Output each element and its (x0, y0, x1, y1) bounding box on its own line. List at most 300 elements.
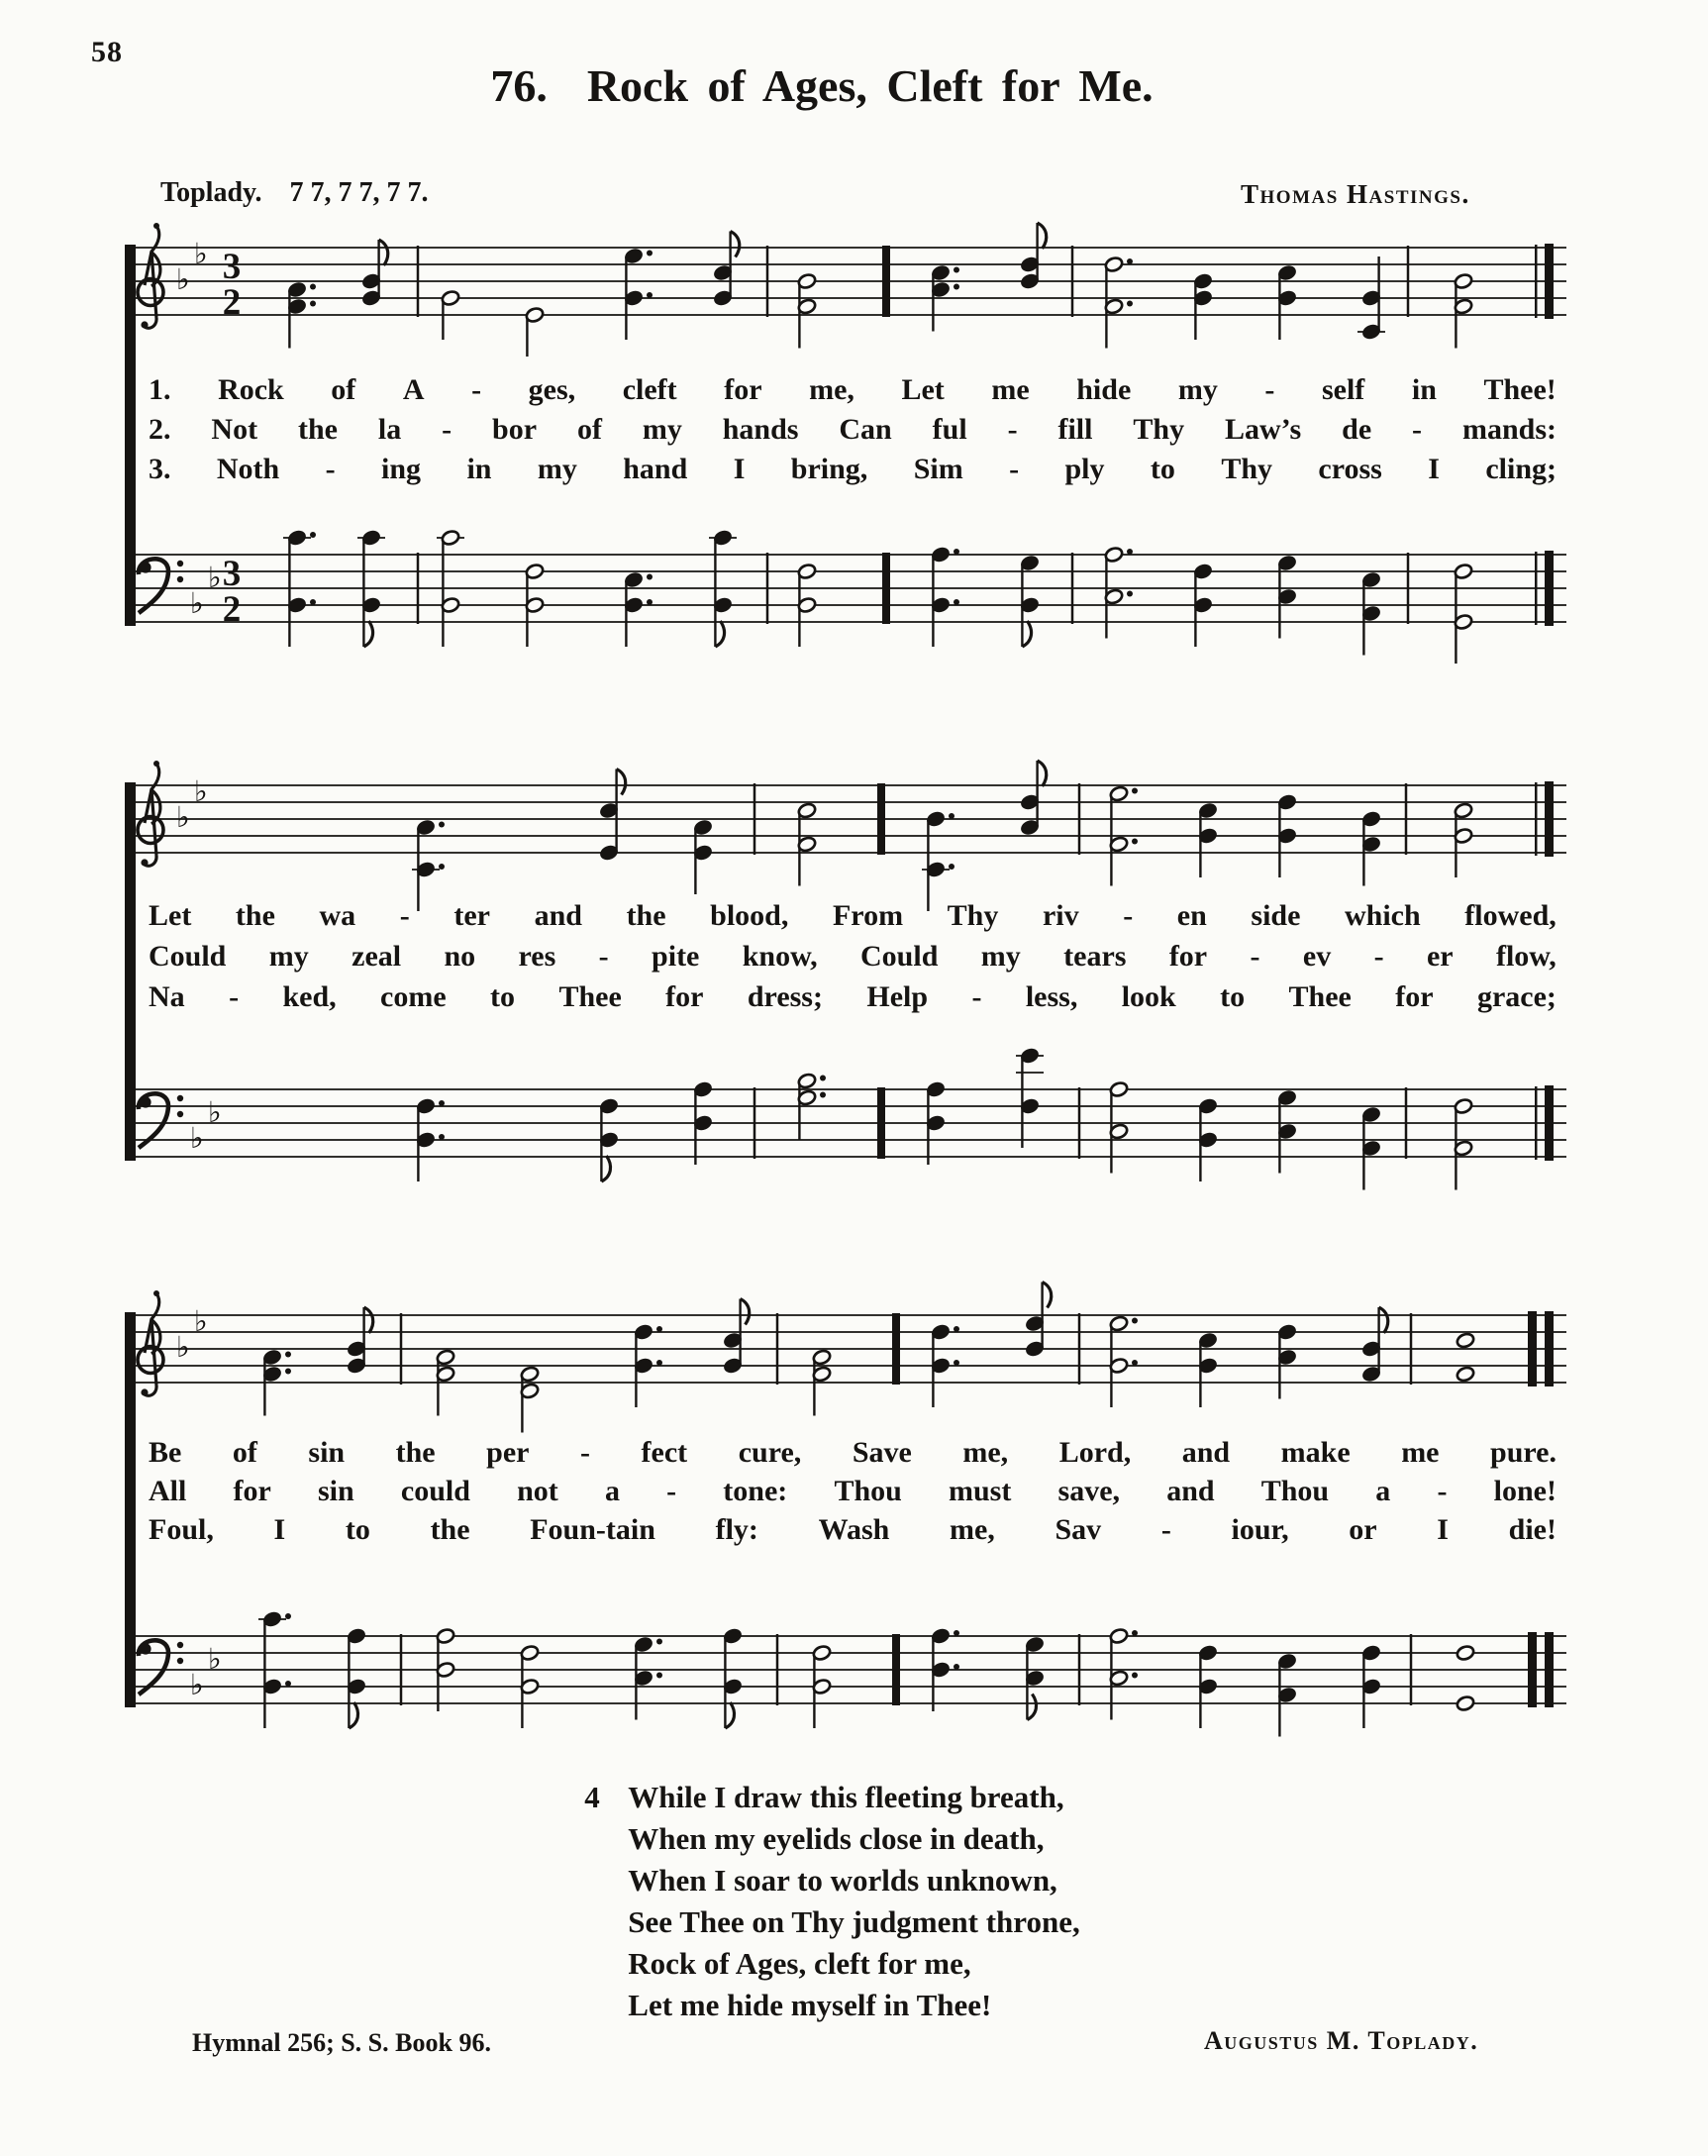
notehead (1277, 1349, 1297, 1366)
notehead (287, 596, 307, 613)
lyric-word: Let (149, 899, 192, 932)
lyric-word: I (733, 453, 746, 485)
notehead (1198, 827, 1218, 844)
lyric-word: I (273, 1513, 286, 1546)
notehead (1361, 1340, 1381, 1357)
note-chord (599, 770, 626, 862)
lyric-word: in (466, 453, 492, 485)
meter-attribution (160, 177, 428, 209)
half-notehead (1104, 256, 1124, 272)
note-chord (1361, 1644, 1381, 1728)
notehead (624, 289, 644, 306)
note-chord (926, 1080, 946, 1165)
barline (1410, 1634, 1413, 1705)
lyric-word: of (232, 1436, 257, 1469)
lyric-word: Sim (913, 453, 963, 485)
barline (1071, 246, 1074, 317)
half-notehead (797, 802, 817, 819)
note-chord (1456, 1332, 1475, 1383)
barline (1407, 553, 1410, 624)
augmentation-dot (656, 1639, 662, 1645)
lyric-word: fill (1057, 413, 1093, 446)
notehead (1277, 1653, 1297, 1670)
lyric-word: me (991, 373, 1030, 406)
half-notehead (436, 1349, 455, 1366)
lyric-line (149, 1436, 1557, 1475)
half-notehead (1454, 1140, 1473, 1157)
note-chord (931, 1323, 959, 1407)
final-thin-barline (1535, 782, 1538, 856)
note-chord (1104, 546, 1133, 638)
lyric-word: bor (492, 413, 538, 446)
notehead (1198, 802, 1218, 819)
barline (754, 783, 756, 855)
notehead (416, 1131, 436, 1148)
notehead (1361, 810, 1381, 827)
lyric-word: Thee! (1483, 373, 1557, 406)
notehead (634, 1357, 653, 1374)
note-chord (1361, 1307, 1388, 1383)
half-notehead (1109, 1627, 1129, 1644)
note-chord (441, 289, 460, 340)
lyric-word: flowed, (1464, 899, 1557, 932)
augmentation-dot (310, 599, 316, 605)
half-notehead (797, 272, 817, 289)
barline (754, 1087, 756, 1159)
notehead (599, 802, 619, 819)
notehead (723, 1627, 743, 1644)
lyric-word: Thou (1260, 1475, 1330, 1507)
notehead (624, 248, 644, 264)
lyric-word: ter (453, 899, 490, 932)
lyric-word: sin (308, 1436, 346, 1469)
lyric-word: ing (381, 453, 422, 485)
half-notehead (812, 1349, 832, 1366)
half-notehead (1109, 1123, 1129, 1140)
augmentation-dot (820, 1076, 826, 1081)
lyric-word: Could (860, 940, 939, 973)
notehead (1361, 1140, 1381, 1157)
heavy-barline (877, 1087, 885, 1159)
lyric-word: no (444, 940, 476, 973)
lyric-word: in (1411, 373, 1437, 406)
flat-sign-icon: ♭ (190, 586, 204, 620)
flat-sign-icon: ♭ (194, 774, 208, 808)
half-notehead (520, 1678, 540, 1694)
time-signature-top: 3 (222, 247, 242, 287)
notehead (723, 1332, 743, 1349)
eighth-flag-icon (715, 621, 724, 647)
augmentation-dot (285, 1352, 291, 1358)
note-chord (1109, 1080, 1129, 1173)
note-chord (1193, 272, 1213, 340)
notehead (1198, 1097, 1218, 1114)
notehead (1020, 1097, 1040, 1114)
final-thin-barline (1535, 1086, 1538, 1160)
flat-sign-icon: ♭ (208, 1642, 222, 1676)
eighth-flag-icon (617, 770, 626, 795)
lyric-word: pure. (1490, 1436, 1557, 1469)
notehead (1361, 323, 1381, 340)
barline (766, 553, 769, 624)
notehead (926, 810, 946, 827)
notehead (693, 819, 713, 836)
notehead (262, 1610, 282, 1627)
augmentation-dot (954, 1664, 959, 1670)
composer-attribution: Thomas Hastings. (1241, 179, 1470, 209)
augmentation-dot (954, 284, 959, 290)
half-notehead (1456, 1644, 1475, 1661)
lyric-word: - (1123, 899, 1134, 932)
notehead (1198, 1678, 1218, 1694)
half-notehead (1109, 1670, 1129, 1687)
notehead (416, 819, 436, 836)
lyric-word: less, (1025, 980, 1078, 1013)
note-chord (713, 232, 740, 307)
flat-sign-icon: ♭ (208, 1095, 222, 1129)
notehead (1198, 1357, 1218, 1374)
lyric-word: cling; (1485, 453, 1557, 485)
eighth-flag-icon (1022, 621, 1031, 647)
time-signature-top: 3 (222, 554, 242, 594)
lyric-word: er (1426, 940, 1454, 973)
notehead (1277, 1687, 1297, 1703)
half-notehead (1109, 1357, 1129, 1374)
augmentation-dot (1132, 1360, 1138, 1366)
half-notehead (441, 289, 460, 306)
augmentation-dot (439, 1100, 445, 1106)
note-chord (1277, 264, 1297, 340)
notehead (1020, 819, 1040, 836)
lyric-word: me, (962, 1436, 1009, 1469)
eighth-flag-icon (363, 621, 372, 647)
note-chord (1109, 785, 1138, 886)
note-chord (624, 248, 653, 340)
augmentation-dot (1127, 591, 1133, 597)
treble-clef-icon (138, 223, 163, 329)
eighth-flag-icon (379, 240, 388, 265)
barline (766, 246, 769, 317)
note-chord (931, 1627, 959, 1711)
half-notehead (441, 596, 460, 613)
notehead (1020, 793, 1040, 810)
lyric-word: blood, (710, 899, 789, 932)
notehead (723, 1678, 743, 1694)
eighth-flag-icon (1379, 1307, 1388, 1333)
lyric-word: Let (901, 373, 945, 406)
note-chord (347, 1307, 373, 1375)
lyric-word: 2. (149, 413, 171, 446)
lyric-word: which (1345, 899, 1421, 932)
half-notehead (797, 298, 817, 315)
notehead (1020, 272, 1040, 289)
lyric-word: bring, (790, 453, 868, 485)
notehead (693, 844, 713, 861)
note-chord (1198, 1644, 1218, 1728)
augmentation-dot (656, 1326, 662, 1332)
half-notehead (1109, 1315, 1129, 1332)
notehead (361, 596, 381, 613)
hymn-title-text: Rock of Ages, Cleft for Me. (586, 60, 1154, 111)
half-notehead (797, 1089, 817, 1106)
lyric-word: Thy (947, 899, 999, 932)
augmentation-dot (1132, 1318, 1138, 1324)
notehead (262, 1349, 282, 1366)
system1-bass-staff (0, 495, 1708, 698)
half-notehead (1104, 298, 1124, 315)
notehead (624, 571, 644, 588)
time-signature-bottom: 2 (222, 589, 242, 630)
notehead (723, 1357, 743, 1374)
lyric-word: A (402, 373, 425, 406)
lyric-word: to (1220, 980, 1246, 1013)
lyric-word: hands (722, 413, 799, 446)
lyric-word: a (604, 1475, 620, 1507)
lyric-word: iour, (1231, 1513, 1289, 1546)
half-notehead (1456, 1694, 1475, 1711)
lyric-word: tone: (723, 1475, 788, 1507)
note-chord (287, 281, 316, 349)
notehead (1361, 605, 1381, 622)
lyric-word: - (1160, 1513, 1171, 1546)
lyric-word: cross (1318, 453, 1382, 485)
note-chord (436, 1349, 455, 1416)
bass-clef-icon (139, 1093, 183, 1148)
augmentation-dot (647, 251, 653, 257)
lyric-word: the (430, 1513, 470, 1546)
barline (1078, 783, 1081, 855)
notehead (634, 1670, 653, 1687)
notehead (1193, 596, 1213, 613)
lyric-word: Be (149, 1436, 182, 1469)
notehead (1198, 1644, 1218, 1661)
augmentation-dot (954, 549, 959, 555)
eighth-flag-icon (1027, 1694, 1036, 1720)
lyric-word: die! (1508, 1513, 1557, 1546)
notehead (361, 289, 381, 306)
lyric-word: - (1412, 413, 1423, 446)
lyric-word: my (1177, 373, 1218, 406)
half-notehead (1454, 272, 1473, 289)
lyric-word: ful (932, 413, 967, 446)
notehead (1361, 571, 1381, 588)
flat-sign-icon: ♭ (176, 1330, 190, 1364)
final-thick-barline (1545, 551, 1554, 626)
augmentation-dot (285, 1369, 291, 1375)
notehead (1277, 827, 1297, 844)
half-notehead (797, 836, 817, 853)
notehead (693, 1114, 713, 1131)
lyric-word: Lord, (1058, 1436, 1132, 1469)
notehead (1361, 289, 1381, 306)
final-thick-barline (1545, 1311, 1554, 1386)
augmentation-dot (647, 574, 653, 580)
flat-sign-icon: ♭ (176, 800, 190, 834)
text-author: Toplady. (160, 177, 262, 208)
lyric-word: - (442, 413, 452, 446)
lyric-word: en (1176, 899, 1207, 932)
verse-4-block (0, 1777, 1708, 2026)
flat-sign-icon: ♭ (194, 1304, 208, 1338)
augmentation-dot (439, 1134, 445, 1140)
lyric-word: to (345, 1513, 370, 1546)
note-chord (723, 1299, 750, 1375)
system1-treble-staff (0, 188, 1708, 391)
lyric-word: pite (652, 940, 700, 973)
lyric-word: Not (211, 413, 258, 446)
system2-bass-staff (0, 1030, 1708, 1233)
notehead (1020, 256, 1040, 272)
lyric-word: Foun-tain (530, 1513, 655, 1546)
flat-sign-icon: ♭ (190, 1121, 204, 1155)
final-thick-barline (1545, 781, 1554, 857)
notehead (926, 861, 946, 877)
lyric-word: fly: (715, 1513, 758, 1546)
notehead (1361, 1678, 1381, 1694)
lyric-word: - (471, 373, 482, 406)
note-chord (416, 1097, 445, 1181)
note-chord (262, 1349, 291, 1416)
system-1-left-barline (125, 245, 136, 626)
notehead (347, 1340, 366, 1357)
lyric-word: for (1168, 940, 1208, 973)
note-chord (1456, 1644, 1475, 1711)
lyric-word: flow, (1495, 940, 1557, 973)
system3-treble-staff (0, 1256, 1708, 1459)
lyric-word: the (297, 413, 338, 446)
final-thick-barline (1545, 1632, 1554, 1707)
lyric-word: Thy (1221, 453, 1273, 485)
half-notehead (1454, 298, 1473, 315)
lyric-word: Thou (834, 1475, 902, 1507)
lyric-word: could (400, 1475, 470, 1507)
lyric-word: me (1401, 1436, 1440, 1469)
lyric-word: Thee (558, 980, 622, 1013)
final-thick-barline (1545, 244, 1554, 319)
lyric-word: All (149, 1475, 187, 1507)
system3-bass-staff (0, 1577, 1708, 1780)
augmentation-dot (647, 292, 653, 298)
barline (776, 1634, 779, 1705)
lyric-word: - (325, 453, 336, 485)
lyric-word: a (1375, 1475, 1391, 1507)
notehead (1025, 1340, 1045, 1357)
notehead (713, 264, 733, 281)
notehead (1020, 1047, 1040, 1064)
lyric-word: for (724, 373, 762, 406)
bass-clef-icon (139, 1640, 183, 1694)
lyric-word: mands: (1461, 413, 1557, 446)
page-number: 58 (91, 36, 123, 68)
half-notehead (525, 306, 545, 323)
half-notehead (1104, 546, 1124, 563)
note-chord (1277, 555, 1297, 639)
lyric-word: Na (149, 980, 185, 1013)
lyric-word: lone! (1493, 1475, 1557, 1507)
lyric-word: - (580, 1436, 591, 1469)
notehead (926, 1114, 946, 1131)
barline (1405, 783, 1408, 855)
lyric-line (149, 373, 1557, 413)
lyric-word: dress; (747, 980, 823, 1013)
lyric-line (149, 980, 1557, 1021)
augmentation-dot (656, 1673, 662, 1679)
lyric-word: look (1121, 980, 1176, 1013)
notehead (599, 1097, 619, 1114)
eighth-flag-icon (1038, 761, 1047, 786)
lyric-line (149, 940, 1557, 980)
note-chord (1454, 1097, 1473, 1189)
note-chord (412, 819, 445, 911)
note-chord (634, 1636, 662, 1720)
notehead (1193, 563, 1213, 579)
half-notehead (1456, 1332, 1475, 1349)
lyric-word: - (1373, 940, 1384, 973)
lyric-line (149, 1475, 1557, 1513)
augmentation-dot (1132, 1630, 1138, 1636)
half-notehead (1454, 1097, 1473, 1114)
note-chord (1361, 571, 1381, 656)
note-chord (1025, 1283, 1052, 1358)
note-chord (931, 264, 959, 332)
augmentation-dot (954, 267, 959, 273)
notehead (693, 1080, 713, 1097)
lyric-word: and (1181, 1436, 1231, 1469)
lyricist-attribution: Augustus M. Toplady. (1204, 2026, 1479, 2055)
lyric-word: Can (839, 413, 892, 446)
notehead (1193, 272, 1213, 289)
barline (400, 1313, 403, 1385)
lyric-word: Rock (218, 373, 284, 406)
lyric-word: tears (1063, 940, 1127, 973)
lyric-word: 3. (149, 453, 171, 485)
note-chord (797, 563, 817, 647)
augmentation-dot (954, 1326, 959, 1332)
note-chord (1020, 555, 1040, 647)
notehead (1277, 588, 1297, 605)
note-chord (520, 1366, 540, 1433)
notehead (287, 281, 307, 298)
lyric-word: must (949, 1475, 1012, 1507)
eighth-flag-icon (731, 232, 740, 257)
hymn-number: 76. (490, 60, 548, 111)
half-notehead (436, 1627, 455, 1644)
note-chord (1198, 1332, 1218, 1407)
flat-sign-icon: ♭ (190, 1668, 204, 1701)
notehead (1277, 264, 1297, 281)
half-notehead (1454, 827, 1473, 844)
lyric-word: my (980, 940, 1021, 973)
lyric-word: ges, (528, 373, 576, 406)
augmentation-dot (954, 599, 959, 605)
lyric-word: hide (1076, 373, 1132, 406)
half-notehead (797, 1073, 817, 1089)
lyric-word: to (490, 980, 516, 1013)
notehead (262, 1366, 282, 1383)
verse-4-lines (584, 1777, 1080, 2026)
lyric-word: ked, (282, 980, 337, 1013)
lyric-word: know, (742, 940, 818, 973)
time-signature-bottom: 2 (222, 282, 242, 323)
notehead (1025, 1315, 1045, 1332)
lyric-word: Noth (216, 453, 280, 485)
half-notehead (520, 1366, 540, 1383)
notehead (287, 298, 307, 315)
lyric-word: - (666, 1475, 677, 1507)
note-chord (1454, 272, 1473, 348)
notehead (1198, 1332, 1218, 1349)
treble-clef-icon (138, 1290, 163, 1396)
